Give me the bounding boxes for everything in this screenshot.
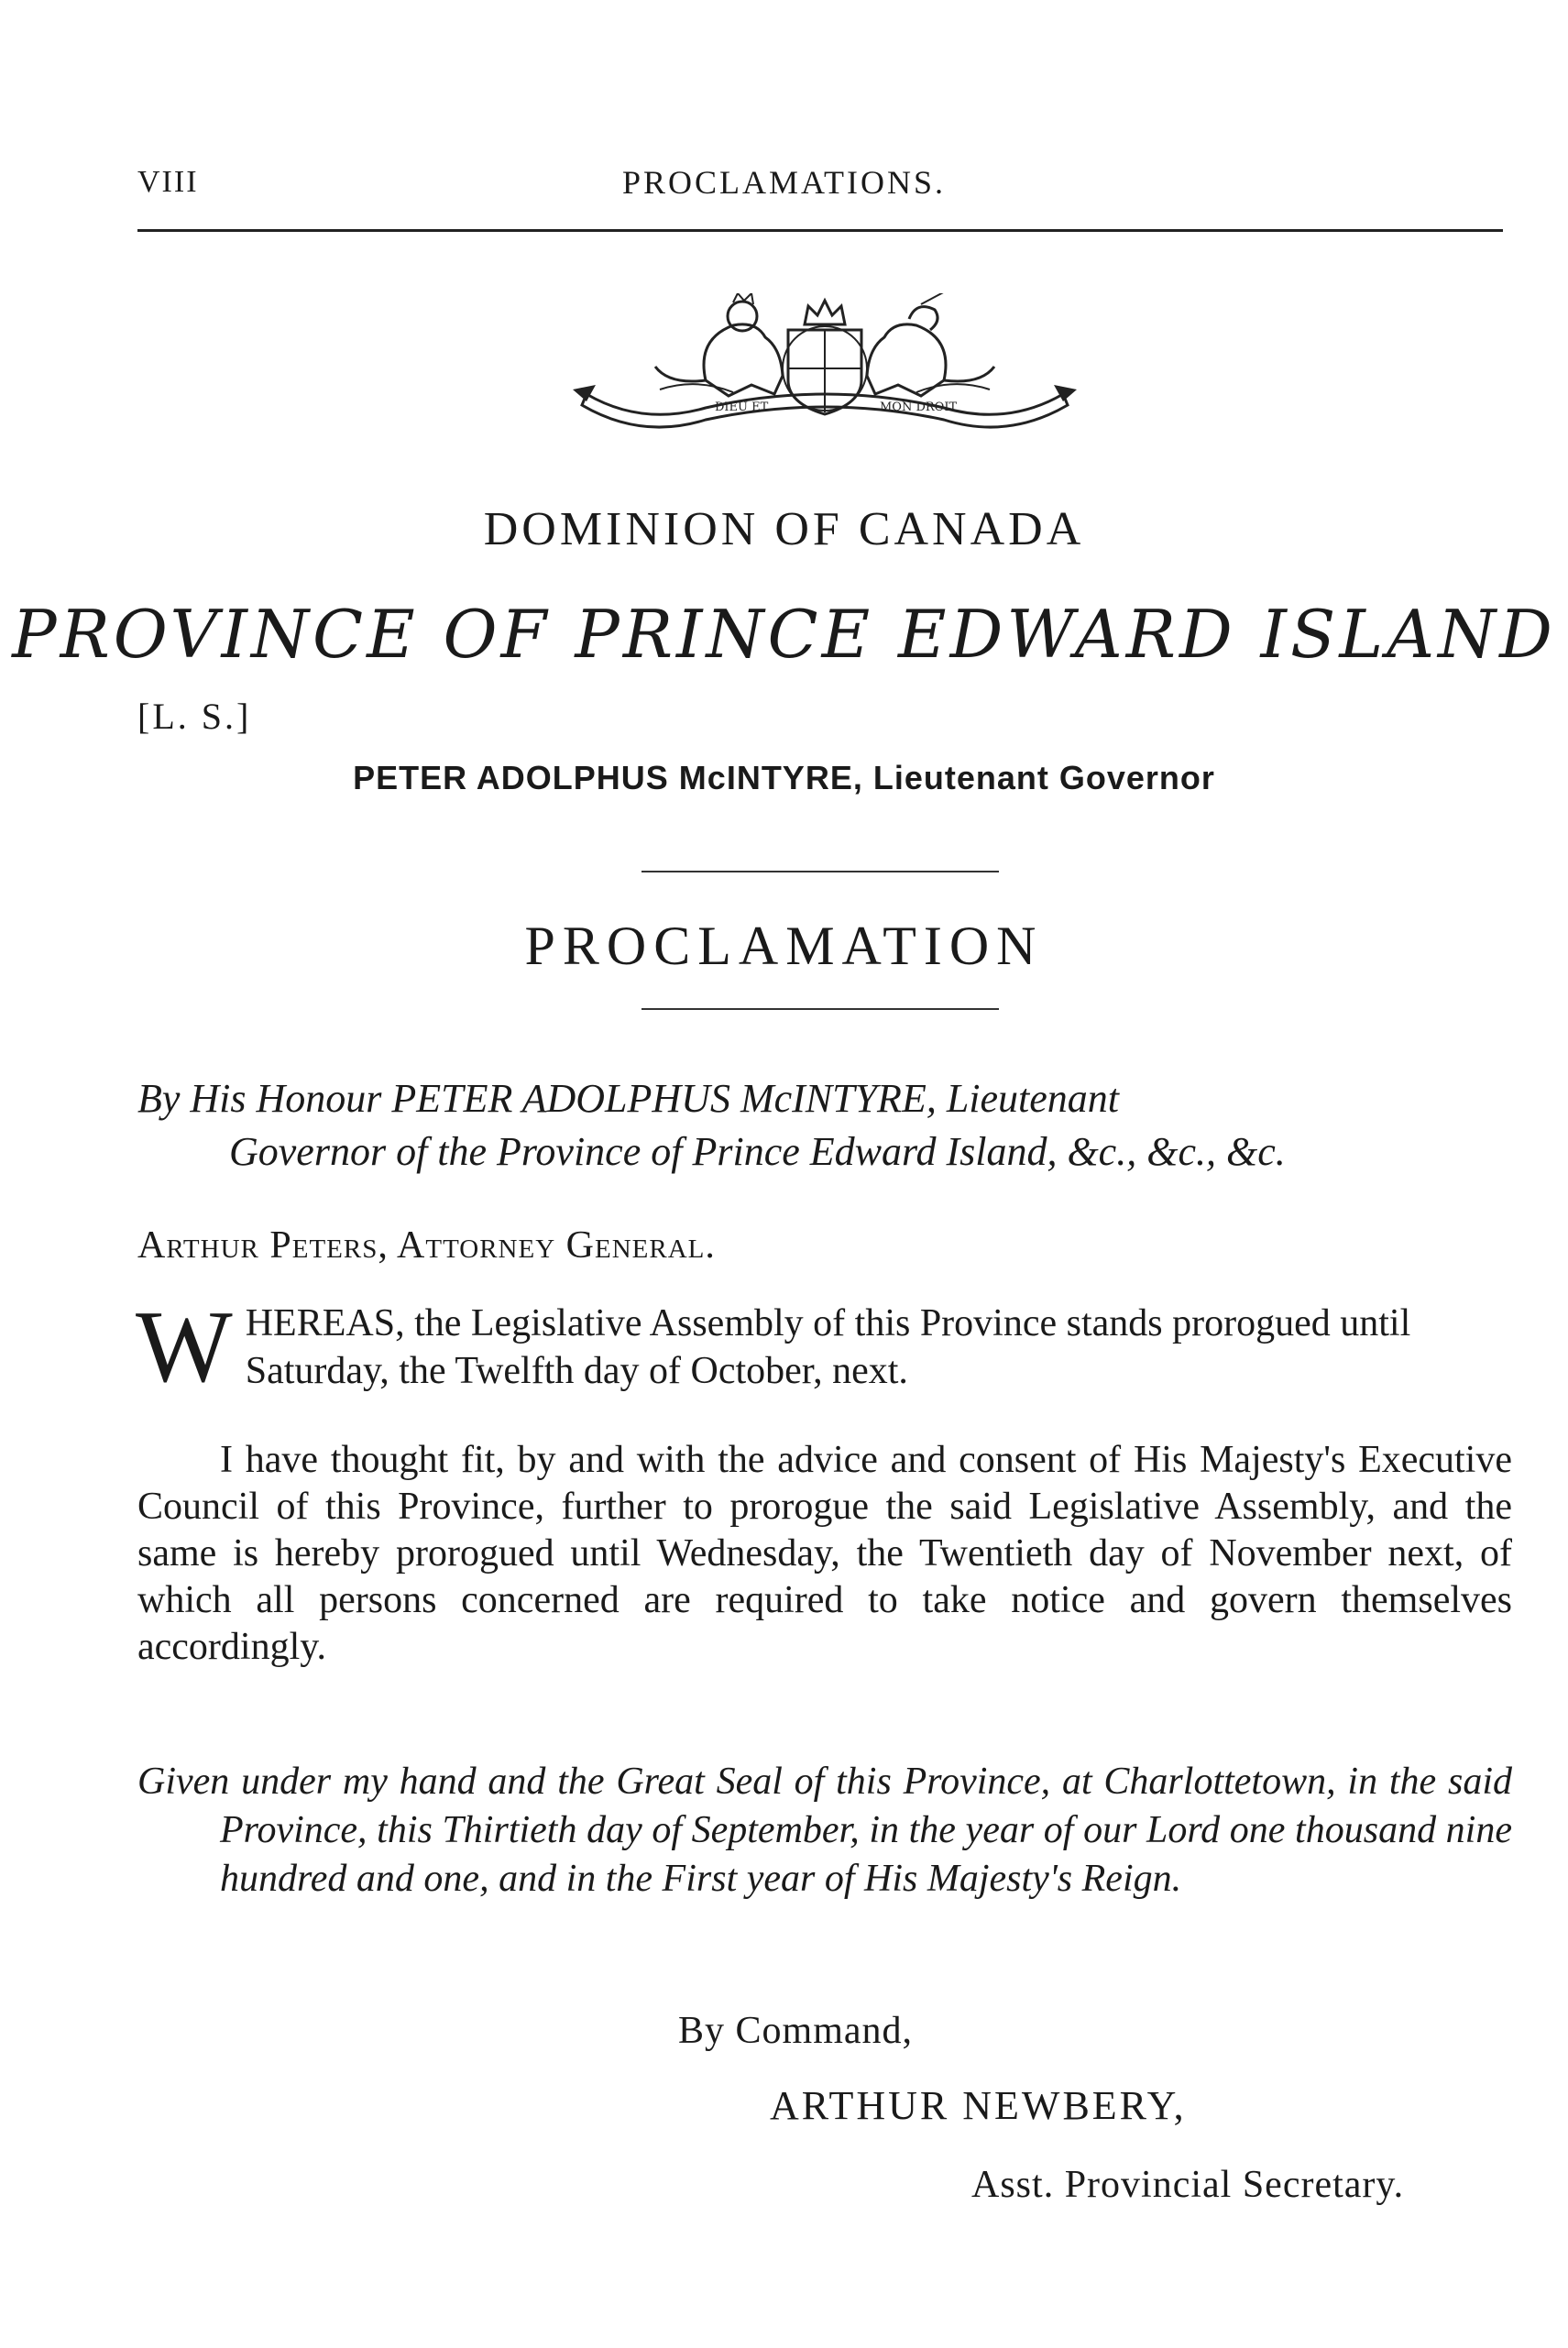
motto-left: DIEU ET	[715, 400, 769, 414]
by-honour-block	[137, 1072, 1512, 1179]
drop-cap: W	[136, 1290, 233, 1404]
dominion-heading: DOMINION OF CANADA	[483, 503, 1085, 555]
signatory-name: ARTHUR NEWBERY,	[770, 2083, 1187, 2128]
signatory-title: Asst. Provincial Secretary.	[971, 2164, 1405, 2206]
title-rule-bottom	[641, 1008, 999, 1010]
seal-mark: [L. S.]	[137, 696, 252, 737]
running-title: PROCLAMATIONS.	[621, 164, 947, 201]
by-command-line: By Command,	[678, 2010, 914, 2052]
body-paragraph: I have thought fit, by and with the advice and consent of His Majesty's Executive Council of this Province, further to prorogue the said Legislative Assembly, and the same is hereby prorogued until Wednesday, the Twentieth day of November next, of which all persons concerned are required to take notice and govern themselves accordingly.	[137, 1439, 1512, 1668]
motto-right: MON DROIT	[880, 400, 958, 414]
whereas-paragraph	[136, 1290, 1512, 1404]
by-honour-line-2: Governor of the Province of Prince Edward Island, &c., &c., &c.	[229, 1129, 1286, 1174]
title-rule-top	[641, 871, 999, 872]
governor-line: PETER ADOLPHUS McINTYRE, Lieutenant Governor	[353, 759, 1215, 796]
by-honour-line-1: By His Honour PETER ADOLPHUS McINTYRE, Lieutenant	[137, 1076, 1120, 1121]
royal-coat-of-arms-icon	[568, 293, 1081, 431]
attorney-general-line: Arthur Peters, Attorney General.	[137, 1224, 716, 1267]
given-under-paragraph: Given under my hand and the Great Seal of this Province, at Charlottetown, in the said Province, this Thirtieth day of September, in the year of our Lord one thousand nine hundred and one, and in the First year of His Majesty's Reign.	[137, 1761, 1512, 1900]
page-number: VIII	[137, 165, 199, 199]
header-rule	[137, 229, 1503, 232]
province-heading: PROVINCE OF PRINCE EDWARD ISLAND	[12, 596, 1556, 673]
proclamation-title: PROCLAMATION	[524, 916, 1044, 976]
whereas-text: HEREAS, the Legislative Assembly of this Province stands prorogued until Saturday, the Twelfth day of October, next.	[245, 1302, 1411, 1392]
